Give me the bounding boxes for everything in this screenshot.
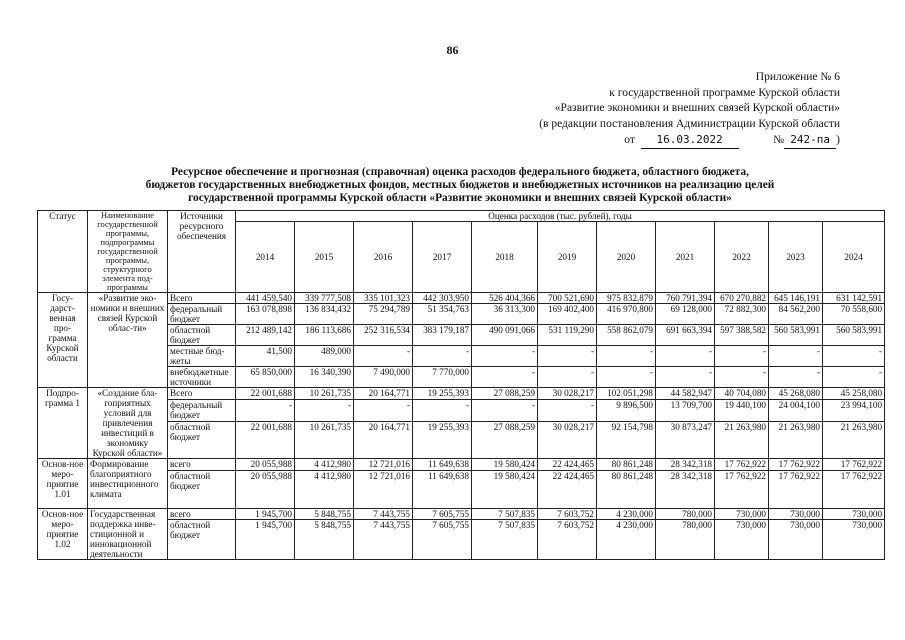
- value-cell: 20 164,771: [354, 422, 413, 459]
- value-cell: 252 316,534: [354, 325, 413, 346]
- value-cell: 19 255,393: [413, 422, 472, 459]
- value-cell: 4 230,000: [597, 509, 656, 520]
- value-cell: 7 605,755: [413, 509, 472, 520]
- value-cell: -: [413, 346, 472, 367]
- value-cell: 558 862,079: [597, 325, 656, 346]
- header-year: 2015: [295, 222, 354, 293]
- value-cell: 12 721,016: [354, 471, 413, 509]
- appendix-date-line: [410, 132, 840, 149]
- value-cell: 70 558,600: [823, 304, 885, 325]
- value-cell: 24 004,100: [769, 399, 823, 422]
- header-year: 2014: [236, 222, 295, 293]
- budget-table: [37, 210, 885, 560]
- value-cell: 20 164,771: [354, 388, 413, 400]
- value-cell: 19 580,424: [472, 471, 538, 509]
- value-cell: 526 404,366: [472, 293, 538, 304]
- value-cell: 1 945,700: [236, 509, 295, 520]
- value-cell: 80 861,248: [597, 459, 656, 471]
- value-cell: 21 263,980: [769, 422, 823, 459]
- page-number: 86: [446, 43, 459, 57]
- value-cell: 531 119,290: [538, 325, 597, 346]
- value-cell: 490 091,066: [472, 325, 538, 346]
- value-cell: 730,000: [769, 520, 823, 560]
- row-source: областной бюджет: [168, 422, 236, 459]
- value-cell: 72 882,300: [715, 304, 769, 325]
- header-year: 2016: [354, 222, 413, 293]
- value-cell: 7 507,835: [472, 520, 538, 560]
- header-year: 2022: [715, 222, 769, 293]
- value-cell: -: [823, 346, 885, 367]
- value-cell: 84 562,200: [769, 304, 823, 325]
- value-cell: -: [715, 346, 769, 367]
- value-cell: 80 861,248: [597, 471, 656, 509]
- value-cell: 5 848,755: [295, 520, 354, 560]
- value-cell: 730,000: [769, 509, 823, 520]
- row-source: федеральный бюджет: [168, 399, 236, 422]
- value-cell: 7 507,835: [472, 509, 538, 520]
- value-cell: -: [769, 367, 823, 388]
- value-cell: 45 258,080: [823, 388, 885, 400]
- value-cell: 28 342,318: [656, 471, 715, 509]
- value-cell: 416 970,800: [597, 304, 656, 325]
- value-cell: 442 303,950: [413, 293, 472, 304]
- row-name: Государственная поддержка инве-стиционной и инновационной деятельности: [88, 509, 168, 560]
- value-cell: -: [823, 367, 885, 388]
- value-cell: 7 443,755: [354, 509, 413, 520]
- value-cell: 560 583,991: [823, 325, 885, 346]
- value-cell: -: [354, 399, 413, 422]
- appendix-edition-note: (в редакции постановления Администрации Курской области: [539, 117, 840, 130]
- table-row: [38, 459, 885, 471]
- value-cell: 19 440,100: [715, 399, 769, 422]
- value-cell: 631 142,591: [823, 293, 885, 304]
- value-cell: 780,000: [656, 509, 715, 520]
- row-source: местные бюд-жеты: [168, 346, 236, 367]
- value-cell: 760 791,394: [656, 293, 715, 304]
- header-year: 2017: [413, 222, 472, 293]
- value-cell: -: [236, 399, 295, 422]
- value-cell: 27 088,259: [472, 388, 538, 400]
- value-cell: 7 770,000: [413, 367, 472, 388]
- value-cell: 1 945,700: [236, 520, 295, 560]
- value-cell: 30 873,247: [656, 422, 715, 459]
- value-cell: 11 649,638: [413, 471, 472, 509]
- value-cell: 4 230,000: [597, 520, 656, 560]
- value-cell: 7 490,000: [354, 367, 413, 388]
- table-row: [38, 293, 885, 304]
- appendix-program-name: «Развитие экономики и внешних связей Курской области»: [554, 102, 840, 114]
- header-estimate: Оценка расходов (тыс. рублей), годы: [236, 211, 885, 222]
- header-year: 2018: [472, 222, 538, 293]
- value-cell: 691 663,394: [656, 325, 715, 346]
- value-cell: 16 340,390: [295, 367, 354, 388]
- value-cell: 10 261,735: [295, 388, 354, 400]
- value-cell: 22 424,465: [538, 459, 597, 471]
- value-cell: 22 001,688: [236, 388, 295, 400]
- row-source: федеральный бюджет: [168, 304, 236, 325]
- value-cell: -: [538, 346, 597, 367]
- value-cell: 20 055,988: [236, 459, 295, 471]
- value-cell: 186 113,686: [295, 325, 354, 346]
- title-line-3: государственной программы Курской области «Развитие экономики и внешних связей Курской области»: [188, 192, 732, 204]
- value-cell: 597 388,582: [715, 325, 769, 346]
- value-cell: 730,000: [715, 520, 769, 560]
- row-source: внебюджетные источники: [168, 367, 236, 388]
- row-name: Формирование благоприятного инвестиционного климата: [88, 459, 168, 509]
- value-cell: -: [413, 399, 472, 422]
- value-cell: 700 521,690: [538, 293, 597, 304]
- value-cell: 19 580,424: [472, 459, 538, 471]
- value-cell: 7 443,755: [354, 520, 413, 560]
- value-cell: 730,000: [715, 509, 769, 520]
- value-cell: 51 354,763: [413, 304, 472, 325]
- value-cell: 69 128,000: [656, 304, 715, 325]
- header-year: 2023: [769, 222, 823, 293]
- value-cell: 7 603,752: [538, 520, 597, 560]
- table-row: [38, 509, 885, 520]
- value-cell: 30 028,217: [538, 422, 597, 459]
- title-line-2: бюджетов государственных внебюджетных фондов, местных бюджетов и внебюджетных источников на реализацию целей: [145, 179, 775, 191]
- header-year: 2019: [538, 222, 597, 293]
- value-cell: 4 412,980: [295, 471, 354, 509]
- row-source: Всего: [168, 293, 236, 304]
- value-cell: 17 762,922: [823, 459, 885, 471]
- header-year: 2020: [597, 222, 656, 293]
- value-cell: 22 001,688: [236, 422, 295, 459]
- value-cell: 560 583,991: [769, 325, 823, 346]
- value-cell: 20 055,988: [236, 471, 295, 509]
- value-cell: 17 762,922: [769, 459, 823, 471]
- value-cell: 40 704,080: [715, 388, 769, 400]
- table-body: [38, 293, 885, 560]
- number-label: №: [773, 134, 785, 146]
- value-cell: -: [538, 367, 597, 388]
- appendix-program-ref: к государственной программе Курской области: [609, 86, 840, 99]
- value-cell: 212 489,142: [236, 325, 295, 346]
- value-cell: 11 649,638: [413, 459, 472, 471]
- value-cell: -: [295, 399, 354, 422]
- decree-number: 242-па: [784, 132, 836, 149]
- value-cell: 163 078,898: [236, 304, 295, 325]
- value-cell: 19 255,393: [413, 388, 472, 400]
- value-cell: 441 459,540: [236, 293, 295, 304]
- value-cell: 75 294,789: [354, 304, 413, 325]
- value-cell: 17 762,922: [769, 471, 823, 509]
- header-source: Источники ресурсного обеспечения: [168, 211, 236, 293]
- value-cell: -: [597, 367, 656, 388]
- value-cell: -: [472, 399, 538, 422]
- value-cell: -: [472, 367, 538, 388]
- value-cell: 17 762,922: [823, 471, 885, 509]
- title-line-1: Ресурсное обеспечение и прогнозная (справочная) оценка расходов федерального бюджета, областного бюджета,: [171, 166, 749, 178]
- value-cell: 10 261,735: [295, 422, 354, 459]
- value-cell: 780,000: [656, 520, 715, 560]
- header-name: Наименование государственной программы, подпрограммы государственной программы, структурного элемента под-программы: [88, 211, 168, 293]
- header-year: 2024: [823, 222, 885, 293]
- row-source: Всего: [168, 388, 236, 400]
- row-source: областной бюджет: [168, 325, 236, 346]
- value-cell: 17 762,922: [715, 459, 769, 471]
- value-cell: 27 088,259: [472, 422, 538, 459]
- row-name: «Развитие эко-номики и внешних связей Курской облас-ти»: [88, 293, 168, 388]
- row-status: Подпро-грамма 1: [38, 388, 88, 459]
- value-cell: 339 777,508: [295, 293, 354, 304]
- appendix-header: [410, 70, 840, 149]
- row-status: Основ-ное меро-приятие 1.02: [38, 509, 88, 560]
- value-cell: 4 412,980: [295, 459, 354, 471]
- decree-date: 16.03.2022: [641, 132, 739, 149]
- document-title: [60, 166, 860, 205]
- value-cell: 730,000: [823, 520, 885, 560]
- value-cell: 975 832,879: [597, 293, 656, 304]
- value-cell: 9 896,500: [597, 399, 656, 422]
- value-cell: 45 268,080: [769, 388, 823, 400]
- value-cell: 383 179,187: [413, 325, 472, 346]
- row-status: Основ-ное меро-приятие 1.01: [38, 459, 88, 509]
- value-cell: 28 342,318: [656, 459, 715, 471]
- value-cell: 22 424,465: [538, 471, 597, 509]
- value-cell: 670 270,882: [715, 293, 769, 304]
- value-cell: 730,000: [823, 509, 885, 520]
- value-cell: 136 834,432: [295, 304, 354, 325]
- value-cell: -: [538, 399, 597, 422]
- value-cell: 36 313,300: [472, 304, 538, 325]
- value-cell: 44 582,947: [656, 388, 715, 400]
- value-cell: 21 263,980: [823, 422, 885, 459]
- row-source: всего: [168, 509, 236, 520]
- value-cell: -: [656, 346, 715, 367]
- value-cell: 335 101,323: [354, 293, 413, 304]
- value-cell: 489,000: [295, 346, 354, 367]
- row-name: «Создание бла-гоприятных условий для привлечения инвестиций в экономику Курской области»: [88, 388, 168, 459]
- value-cell: 7 603,752: [538, 509, 597, 520]
- value-cell: 102 051,298: [597, 388, 656, 400]
- value-cell: -: [354, 346, 413, 367]
- value-cell: 23 994,100: [823, 399, 885, 422]
- row-source: областной бюджет: [168, 520, 236, 560]
- from-label: от: [624, 134, 635, 146]
- value-cell: -: [656, 367, 715, 388]
- value-cell: 169 402,400: [538, 304, 597, 325]
- row-source: всего: [168, 459, 236, 471]
- row-source: областной бюджет: [168, 471, 236, 509]
- value-cell: 645 146,191: [769, 293, 823, 304]
- closing-paren: ): [836, 134, 840, 146]
- header-status: Статус: [38, 211, 88, 293]
- value-cell: 17 762,922: [715, 471, 769, 509]
- value-cell: 21 263,980: [715, 422, 769, 459]
- value-cell: 13 709,700: [656, 399, 715, 422]
- value-cell: 41,500: [236, 346, 295, 367]
- table-row: [38, 388, 885, 400]
- value-cell: 7 605,755: [413, 520, 472, 560]
- value-cell: -: [769, 346, 823, 367]
- value-cell: -: [597, 346, 656, 367]
- value-cell: 12 721,016: [354, 459, 413, 471]
- value-cell: 92 154,798: [597, 422, 656, 459]
- header-year: 2021: [656, 222, 715, 293]
- value-cell: -: [715, 367, 769, 388]
- value-cell: -: [472, 346, 538, 367]
- value-cell: 65 850,000: [236, 367, 295, 388]
- value-cell: 30 028,217: [538, 388, 597, 400]
- value-cell: 5 848,755: [295, 509, 354, 520]
- row-status: Госу-дарст-венная про-грамма Курской области: [38, 293, 88, 388]
- appendix-title: Приложение № 6: [755, 71, 840, 83]
